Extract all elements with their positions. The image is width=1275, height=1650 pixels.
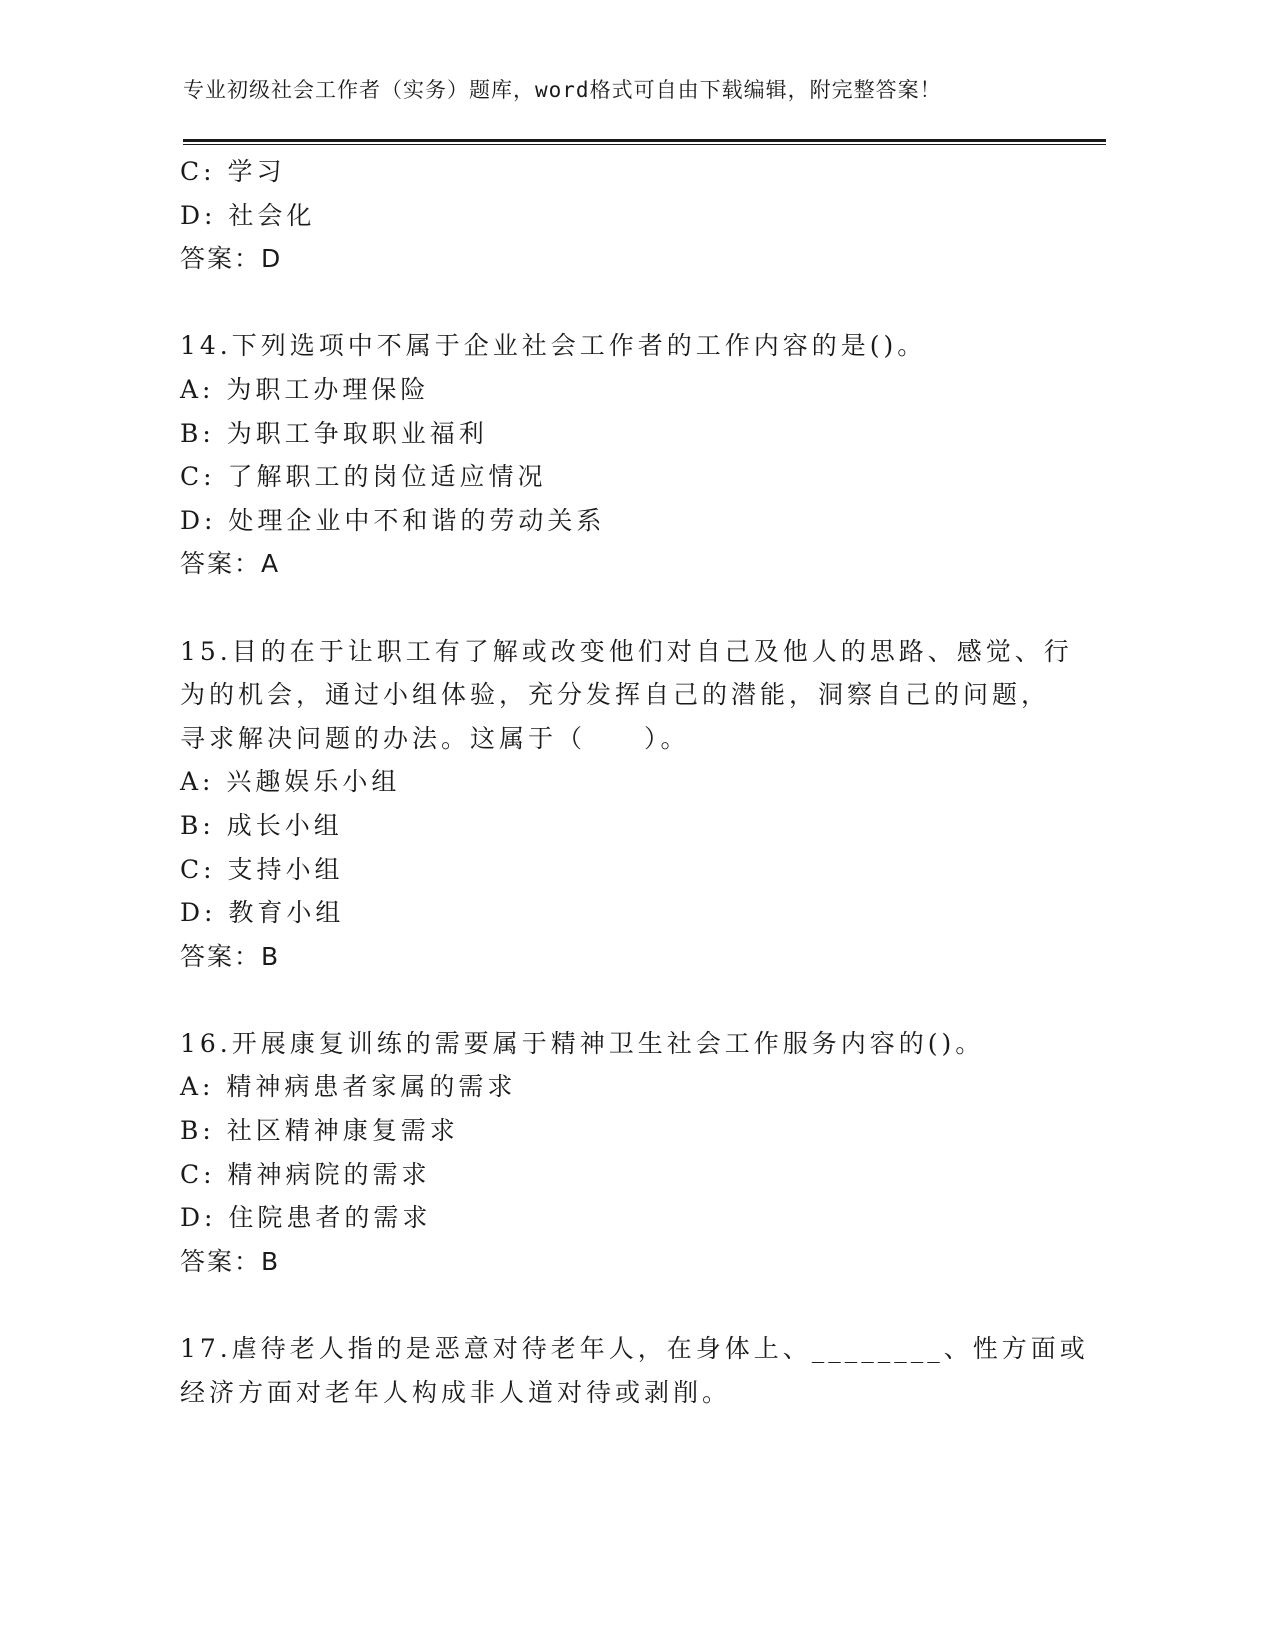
answer: 答案：B — [180, 941, 281, 971]
option-c: C: 学习 — [180, 157, 286, 186]
question-text-line-2: 为的机会，通过小组体验，充分发挥自己的潜能，洞察自己的问题， — [180, 680, 1051, 710]
header-rule-thick — [183, 139, 1106, 142]
option-a: A: 精神病患者家属的需求 — [180, 1072, 517, 1102]
option-a: A: 兴趣娱乐小组 — [180, 767, 401, 797]
option-a: A: 为职工办理保险 — [180, 374, 430, 404]
option-b: B: 成长小组 — [180, 810, 343, 840]
option-b: B: 为职工争取职业福利 — [180, 418, 488, 448]
question-13-continued — [180, 150, 1110, 281]
page-header: 专业初级社会工作者（实务）题库，word格式可自由下载编辑，附完整答案！ — [183, 78, 942, 102]
question-text-line-1: 15.目的在于让职工有了解或改变他们对自己及他人的思路、感觉、行 — [180, 636, 1073, 666]
question-text-line-3: 寻求解决问题的办法。这属于（ ）。 — [180, 723, 690, 753]
option-d: D: 教育小组 — [180, 898, 345, 928]
answer: 答案：B — [180, 1246, 281, 1276]
question-14 — [180, 324, 1110, 586]
question-15 — [180, 630, 1110, 979]
option-d: D: 社会化 — [180, 200, 316, 230]
question-16 — [180, 1022, 1110, 1284]
option-c: C: 了解职工的岗位适应情况 — [180, 462, 547, 492]
question-17 — [180, 1327, 1110, 1414]
content-area — [180, 150, 1110, 1414]
option-b: B: 社区精神康复需求 — [180, 1116, 459, 1146]
option-d: D: 处理企业中不和谐的劳动关系 — [180, 505, 606, 535]
option-c: C: 支持小组 — [180, 854, 344, 884]
question-text-line-1: 17.虐待老人指的是恶意对待老年人，在身体上、________、性方面或 — [180, 1334, 1089, 1364]
answer: 答案：D — [180, 244, 283, 274]
question-text: 16.开展康复训练的需要属于精神卫生社会工作服务内容的()。 — [180, 1028, 985, 1058]
header-rule-thin — [183, 144, 1106, 145]
option-d: D: 住院患者的需求 — [180, 1203, 432, 1233]
question-text-line-2: 经济方面对老年人构成非人道对待或剥削。 — [180, 1377, 732, 1407]
option-c: C: 精神病院的需求 — [180, 1159, 431, 1189]
question-text: 14.下列选项中不属于企业社会工作者的工作内容的是()。 — [180, 331, 927, 361]
answer: 答案：A — [180, 549, 281, 579]
